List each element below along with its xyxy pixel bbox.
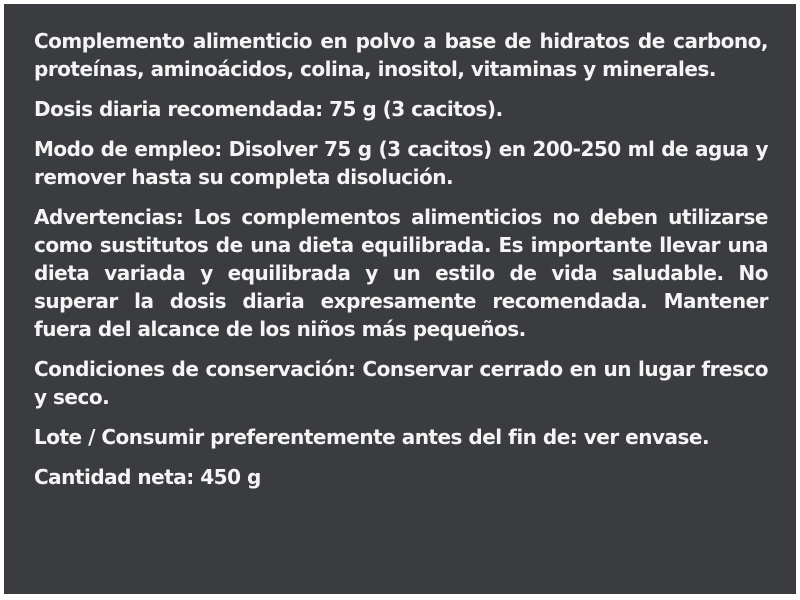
warnings: Advertencias: Los complementos alimenticios no deben utilizarse como sustitutos de una dieta equilibrada. Es importante llevar una dieta variada y equilibrada y un estilo de vida saludable. No superar la dosis diaria expresamente recomendada. Mantener fuera del alcance de los niños más pequeños. bbox=[34, 205, 768, 341]
storage-conditions: Condiciones de conservación: Conservar cerrado en un lugar fresco y seco. bbox=[34, 357, 768, 409]
product-label-panel bbox=[4, 4, 796, 594]
lot-best-before: Lote / Consumir preferentemente antes del fin de: ver envase. bbox=[34, 425, 710, 449]
usage-instructions: Modo de empleo: Disolver 75 g (3 cacitos) en 200-250 ml de agua y remover hasta su completa disolución. bbox=[34, 137, 768, 189]
net-quantity: Cantidad neta: 450 g bbox=[34, 465, 261, 489]
daily-dose: Dosis diaria recomendada: 75 g (3 cacitos). bbox=[34, 97, 503, 121]
product-description: Complemento alimenticio en polvo a base de hidratos de carbono, proteínas, aminoácidos, colina, inositol, vitaminas y minerales. bbox=[34, 29, 768, 81]
